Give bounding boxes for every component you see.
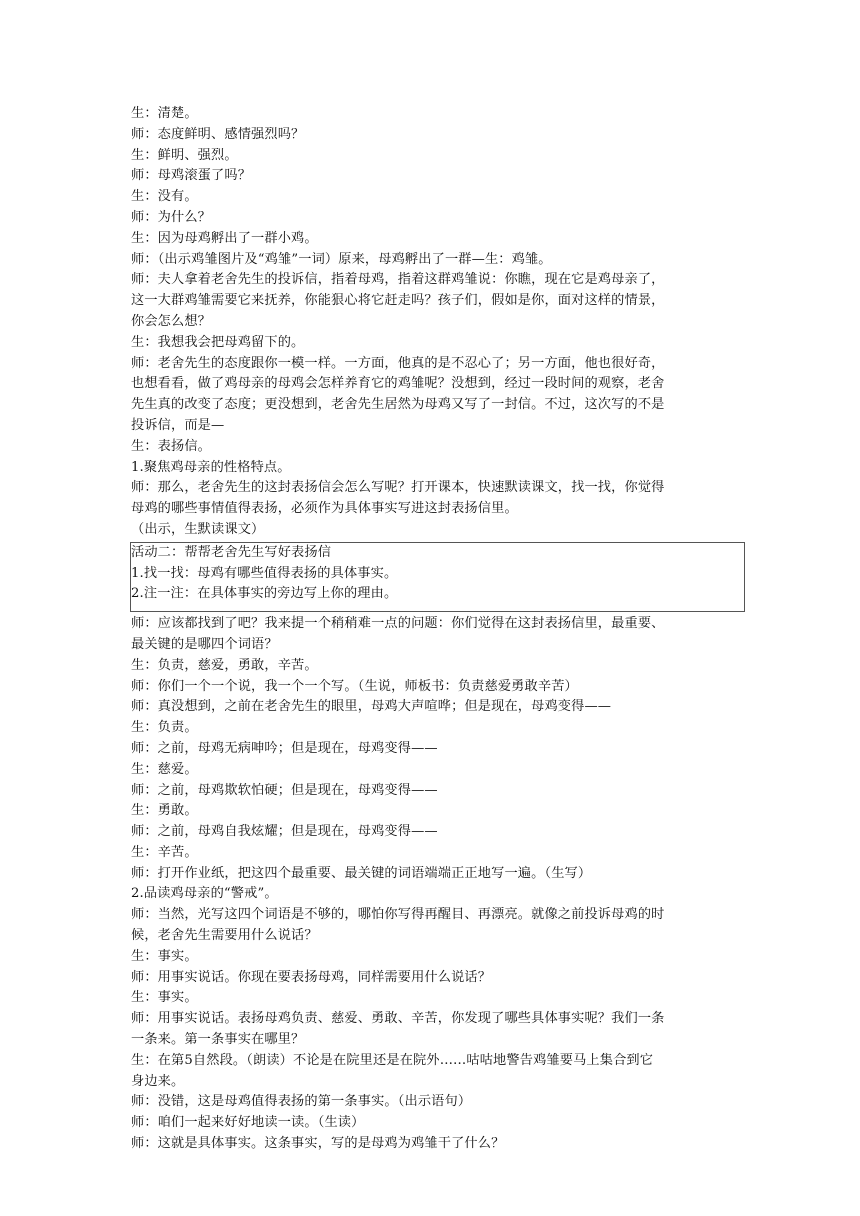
dialogue-section-before xyxy=(131,104,745,541)
text-line: 师：用事实说话。你现在要表扬母鸡，同样需要用什么说话？ xyxy=(131,969,492,985)
text-line: 生：事实。 xyxy=(131,990,198,1006)
text-line: 师：母鸡滚蛋了吗？ xyxy=(131,168,252,184)
text-line: 师：老舍先生的态度跟你一模一样。一方面，他真的是不忍心了；另一方面，他也很好奇， xyxy=(131,355,665,371)
text-line: 师：之前，母鸡无病呻吟；但是现在，母鸡变得—— xyxy=(131,740,438,756)
text-line: 你会怎么想？ xyxy=(131,313,212,329)
text-line: 候，老舍先生需要用什么说话？ xyxy=(131,928,318,944)
text-line: （出示，生默读课文） xyxy=(131,521,265,537)
text-line: 师：之前，母鸡自我炫耀；但是现在，母鸡变得—— xyxy=(131,824,438,840)
text-line: 生：慈爱。 xyxy=(131,761,198,777)
activity-box xyxy=(130,542,745,612)
text-line: 师：用事实说话。表扬母鸡负责、慈爱、勇敢、辛苦，你发现了哪些具体事实呢？我们一条 xyxy=(131,1011,665,1027)
text-line: 师：你们一个一个说，我一个一个写。（生说，师板书：负责慈爱勇敢辛苦） xyxy=(131,678,578,694)
text-line: 师：这就是具体事实。这条事实，写的是母鸡为鸡雏干了什么？ xyxy=(131,1136,505,1152)
text-line: 生：负责。 xyxy=(131,720,198,736)
text-line: 师：态度鲜明、感情强烈吗？ xyxy=(131,126,305,142)
document-page xyxy=(131,104,745,1155)
text-line: 投诉信，而是— xyxy=(131,417,225,433)
section-heading: 1.聚焦鸡母亲的性格特点。 xyxy=(131,459,291,475)
text-line: 这一大群鸡雏需要它来抚养，你能狠心将它赶走吗？孩子们，假如是你，面对这样的情景， xyxy=(131,293,665,309)
text-line: 生：表扬信。 xyxy=(131,438,212,454)
text-line: 生：没有。 xyxy=(131,189,198,205)
text-line: 生：我想我会把母鸡留下的。 xyxy=(131,334,305,350)
activity-title: 活动二：帮帮老舍先生写好表扬信 xyxy=(131,544,332,560)
text-line: 身边来。 xyxy=(131,1073,185,1089)
text-line: 生：负责，慈爱，勇敢，辛苦。 xyxy=(131,657,318,673)
text-line: 师：之前，母鸡欺软怕硬；但是现在，母鸡变得—— xyxy=(131,782,438,798)
text-line: 生：鲜明、强烈。 xyxy=(131,147,238,163)
text-line: 师：为什么？ xyxy=(131,209,212,225)
text-line: 一条来。第一条事实在哪里？ xyxy=(131,1032,305,1048)
text-line: 师：打开作业纸，把这四个最重要、最关键的词语端端正正地写一遍。（生写） xyxy=(131,865,592,881)
text-line: 师：那么，老舍先生的这封表扬信会怎么写呢？打开课本，快速默读课文，找一找，你觉得 xyxy=(131,480,665,496)
text-line: 师：当然，光写这四个词语是不够的，哪怕你写得再醒目、再漂亮。就像之前投诉母鸡的时 xyxy=(131,907,665,923)
text-line: 先生真的改变了态度；更没想到，老舍先生居然为母鸡又写了一封信。不过，这次写的不是 xyxy=(131,397,665,413)
section-heading: 2.品读鸡母亲的“警戒”。 xyxy=(131,886,278,902)
text-line: 最关键的是哪四个词语？ xyxy=(131,636,278,652)
text-line: 也想看看，做了鸡母亲的母鸡会怎样养育它的鸡雏呢？没想到，经过一段时间的观察，老舍 xyxy=(131,376,665,392)
text-line: 生：清楚。 xyxy=(131,106,198,121)
text-line: 生：辛苦。 xyxy=(131,844,198,860)
text-line: 师：（出示鸡雏图片及“鸡雏”一词）原来，母鸡孵出了一群—生：鸡雏。 xyxy=(131,251,552,267)
activity-step: 1.找一找：母鸡有哪些值得表扬的具体事实。 xyxy=(131,565,398,581)
text-line: 生：勇敢。 xyxy=(131,803,198,819)
text-line: 生：在第5自然段。（朗读）不论是在院里还是在院外……咕咕地警告鸡雏要马上集合到它 xyxy=(131,1052,654,1068)
text-line: 生：因为母鸡孵出了一群小鸡。 xyxy=(131,230,318,246)
text-line: 师：咱们一起来好好地读一读。（生读） xyxy=(131,1115,365,1131)
text-line: 母鸡的哪些事情值得表扬，必须作为具体事实写进这封表扬信里。 xyxy=(131,501,518,517)
dialogue-section-after xyxy=(131,614,745,1155)
text-line: 师：真没想到，之前在老舍先生的眼里，母鸡大声喧哗；但是现在，母鸡变得—— xyxy=(131,699,612,715)
text-line: 生：事实。 xyxy=(131,948,198,964)
text-line: 师：应该都找到了吧？我来提一个稍稍难一点的问题：你们觉得在这封表扬信里，最重要、 xyxy=(131,616,665,632)
text-line: 师：没错，这是母鸡值得表扬的第一条事实。（出示语句） xyxy=(131,1094,472,1110)
text-line: 师：夫人拿着老舍先生的投诉信，指着母鸡，指着这群鸡雏说：你瞧，现在它是鸡母亲了， xyxy=(131,272,665,288)
activity-step: 2.注一注：在具体事实的旁边写上你的理由。 xyxy=(131,586,398,602)
